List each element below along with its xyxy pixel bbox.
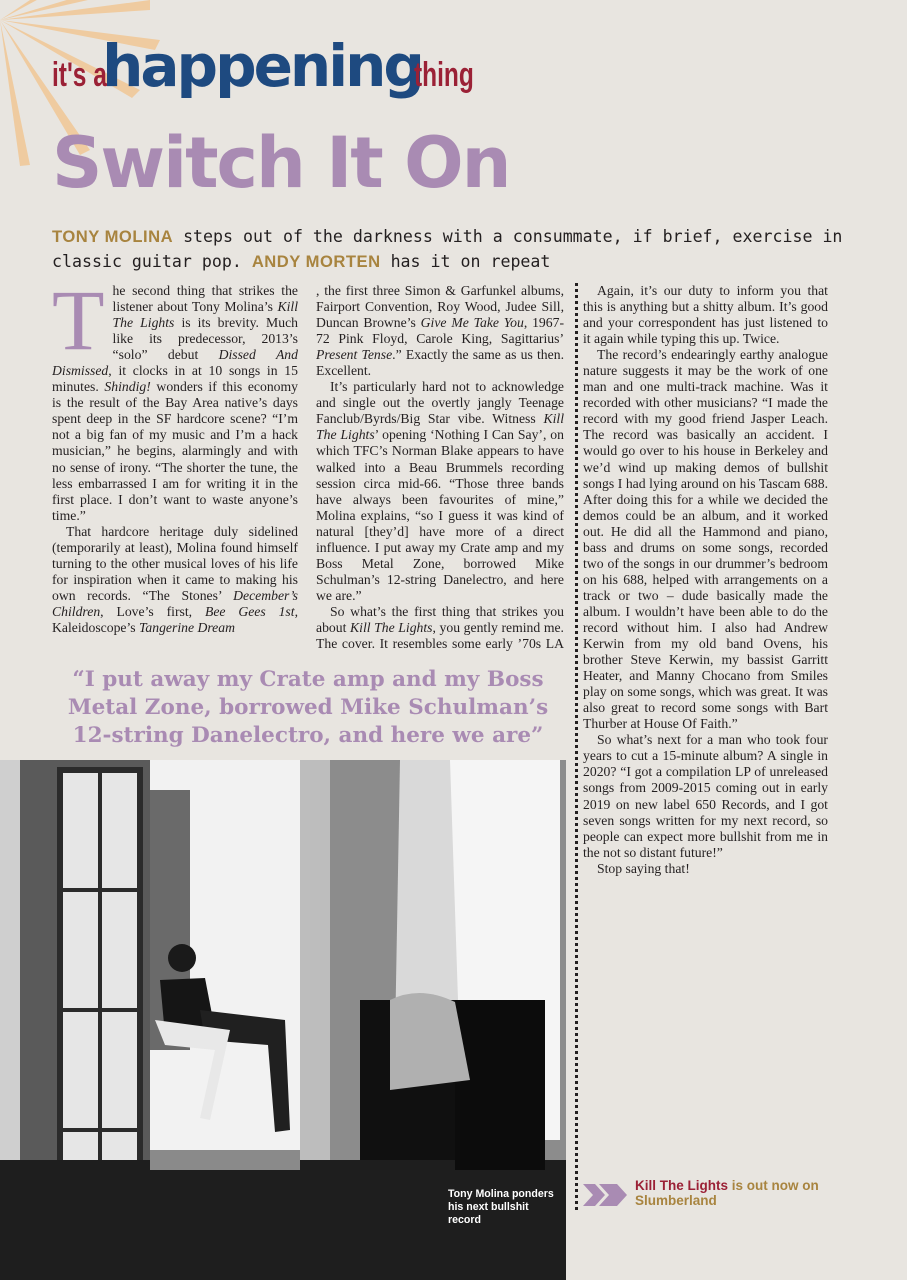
author-name: ANDY MORTEN: [251, 252, 381, 271]
standfirst-text-2: has it on repeat: [390, 252, 551, 271]
body-column-2: [316, 283, 564, 653]
paragraph: Again, it’s our duty to inform you that this is anything but a shitty album. It’s good and your correspondent has just listened to it again while typing this up. Twice.: [583, 283, 828, 347]
paragraph: The record’s endearingly earthy analogue nature suggests it may be the work of one man and one multi-track machine. Was it recorded with other musicians? “I made the record with my good friend Jasper Leach. The record was basically an accident. I would go over to his house in Berkeley and we’d wind up making demos of bullshit songs I had lying around on his Tascam 688. After doing this for a while we decided the demos could be an album, and it worked out. He did all the Hammond and piano, bass and drums on some songs, recorded two of the songs in our drummer’s bedroom on his 688, helped with arrangements on a track or two – dude basically made the album. I wouldn’t have been able to do the record without him. I also had Andrew Kerwin from my old band Ovens, his brother Steve Kerwin, my bassist Garritt Heater, and Manny Chocano from Smiles play on some songs, which was great. It was also great to record some songs with Bart Thurber at House Of Faith.”: [583, 347, 828, 732]
masthead-prefix: it's a: [52, 56, 107, 94]
out-now-box: [583, 1178, 833, 1218]
paragraph: , the first three Simon & Garfunkel albums, Fairport Convention, Roy Wood, Judee Sill, Duncan Browne’s Give Me Take You, 1967-72 Pink Floyd, Carole King, Sagittarius’ Present Tense.” Exactly the same as us then. Excellent.: [316, 283, 564, 379]
column-rule: [575, 283, 578, 1210]
paragraph: It’s particularly hard not to acknowledge and single out the overtly jangly Teenage Fanclub/Byrds/Big Star vibe. Witness Kill The Lights’ opening ‘Nothing I Can Say’, on which TFC’s Norman Blake appears to have walked into a Beau Brummels recording session circa mid-66. “Those three bands have always been favourites of mine,” Molina explains, “so I guess it was kind of natural [they’d] have more of a direct influence. I put away my Crate amp and my Boss Metal Zone, borrowed Mike Schulman’s 12-string Danelectro, and here we are.”: [316, 379, 564, 603]
label-name: Slumberland: [635, 1193, 717, 1208]
drop-cap: T: [52, 283, 105, 368]
section-masthead: [52, 32, 497, 104]
standfirst: [52, 224, 852, 274]
body-column-3: [583, 283, 828, 1173]
out-now-text: Kill The Lights is out now on Slumberland: [635, 1178, 819, 1208]
album-title: Kill The Lights: [635, 1178, 728, 1193]
masthead-suffix: thing: [413, 56, 474, 94]
subject-name: TONY MOLINA: [52, 227, 174, 246]
paragraph: The second thing that strikes the listener about Tony Molina’s Kill The Lights is its brevity. Much like its predecessor, 2013’s “solo” debut Dissed And Dismissed, it clocks in at 10 songs in 15 minutes. Shindig! wonders if this economy is the result of the Bay Area native’s days spent deep in the SF hardcore scene? “I’m not a big fan of my music and I’m a hack musician,” he begins, alarmingly and with no sense of irony. “The shorter the tune, the less embarrassed I am for writing it in the first place. I don’t want to waste anyone’s time.”: [52, 283, 298, 523]
arrow-icon: [583, 1184, 627, 1206]
page-title: Switch It On: [52, 122, 510, 204]
body-column-1: [52, 283, 298, 653]
paragraph: Stop saying that!: [597, 860, 690, 876]
standfirst-text: steps out of the darkness with a consummate, if brief, exercise in classic guitar pop.: [52, 227, 843, 271]
paragraph: So what’s next for a man who took four years to cut a 15-minute album? A single in 2020? “I got a compilation LP of unreleased songs from 2009-2015 coming out in early 2019 on new label 650 Records, and I got seven songs written for my next record, so people can expect more bullshit from me in the not so distant future!”: [583, 732, 828, 860]
paragraph: So what’s the first thing that strikes you about Kill The Lights, you gently remind me. The cover. It resembles some early ’70s LA: [316, 603, 564, 652]
photo-caption: Tony Molina ponders his next bullshit record: [448, 1188, 554, 1226]
paragraph: That hardcore heritage duly sidelined (temporarily at least), Molina found himself turning to the other musical loves of his life for inspiration when it came to making his own records. “The Stones’ December’s Children, Love’s first, Bee Gees 1st, Kaleidoscope’s Tangerine Dream: [52, 523, 298, 635]
pull-quote: “I put away my Crate amp and my Boss Metal Zone, borrowed Mike Schulman’s 12-string Danelectro, and here we are”: [67, 667, 549, 748]
masthead-main: happening: [102, 32, 422, 100]
